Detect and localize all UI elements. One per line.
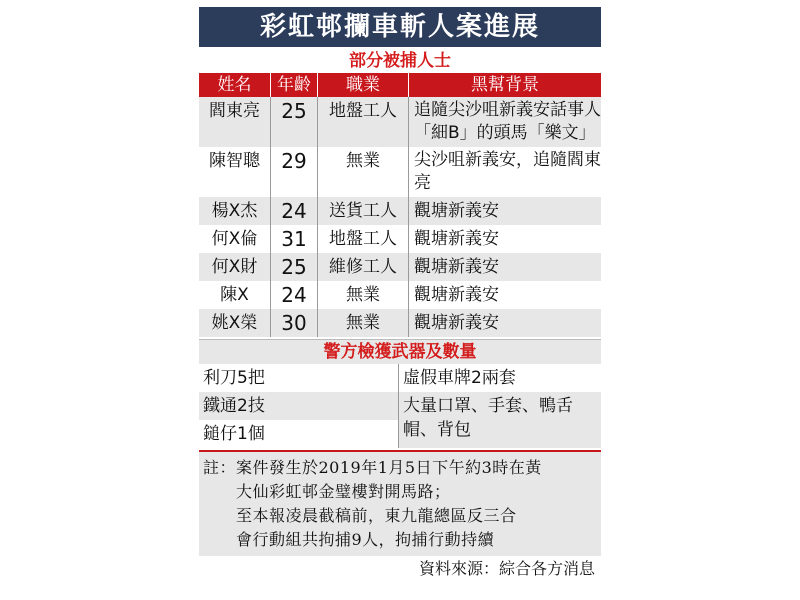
job-cell: 無業 [317,309,408,337]
name-cell: 何X倫 [211,229,258,249]
table-row [199,253,601,281]
col-age-header: 年齡 [270,73,317,97]
table-row [199,97,601,147]
source-credit: 資料來源：綜合各方消息 [418,559,595,578]
table-row [199,197,601,225]
weapons-table [199,364,601,448]
gang-cell: 觀塘新義安 [408,281,601,309]
age-cell: 24 [270,281,317,309]
name-cell: 姚X榮 [211,313,258,333]
table-row [199,309,601,337]
age-cell: 31 [270,225,317,253]
infographic-card [199,7,601,582]
job-cell: 無業 [317,147,408,197]
col-name-header: 姓名 [199,73,270,97]
gang-cell: 追隨尖沙咀新義安話事人「細B」的頭馬「樂文」 [408,97,601,147]
age-cell: 25 [270,253,317,281]
gang-cell: 觀塘新義安 [408,197,601,225]
weapons-section-heading: 警方檢獲武器及數量 [199,339,601,364]
name-cell: 陳智聰 [209,151,260,171]
headline: 彩虹邨攔車斬人案進展 [199,7,601,47]
table-row [199,225,601,253]
footnote-line: 註：案件發生於2019年1月5日下午約3時在黃 [203,458,542,477]
weapons-left-column [199,364,398,448]
list-item: 利刀5把 [203,368,265,388]
footnote-line: 至本報凌晨截稿前，東九龍總區反三合 [236,506,517,525]
age-cell: 24 [270,197,317,225]
name-cell: 閻東亮 [209,101,260,121]
name-cell: 陳X [220,285,249,305]
gang-cell: 觀塘新義安 [408,253,601,281]
arrest-section-heading: 部分被捕人士 [199,50,601,72]
footnote [199,452,601,556]
job-cell: 地盤工人 [317,225,408,253]
age-cell: 29 [270,147,317,197]
job-cell: 無業 [317,281,408,309]
col-job-header: 職業 [317,73,408,97]
footnote-line: 會行動組共拘捕9人，拘捕行動持續 [236,530,495,549]
list-item: 鐵通2技 [199,392,398,420]
list-item: 虛假車牌2兩套 [403,368,516,388]
name-cell: 楊X杰 [211,201,258,221]
table-row [199,147,601,197]
list-item: 鎚仔1個 [203,424,265,444]
weapons-right-column [398,364,601,448]
gang-cell: 觀塘新義安 [408,225,601,253]
job-cell: 維修工人 [317,253,408,281]
footnote-line: 大仙彩虹邨金璧樓對開馬路； [236,482,451,501]
list-item: 大量口罩、手套、鴨舌帽、背包 [399,392,601,448]
gang-cell: 觀塘新義安 [408,309,601,337]
gang-cell: 尖沙咀新義安，追隨閻東亮 [408,147,601,197]
name-cell: 何X財 [211,257,258,277]
arrest-table-header [199,73,601,97]
table-row [199,281,601,309]
age-cell: 25 [270,97,317,147]
job-cell: 地盤工人 [317,97,408,147]
age-cell: 30 [270,309,317,337]
job-cell: 送貨工人 [317,197,408,225]
col-gang-header: 黑幫背景 [408,73,601,97]
